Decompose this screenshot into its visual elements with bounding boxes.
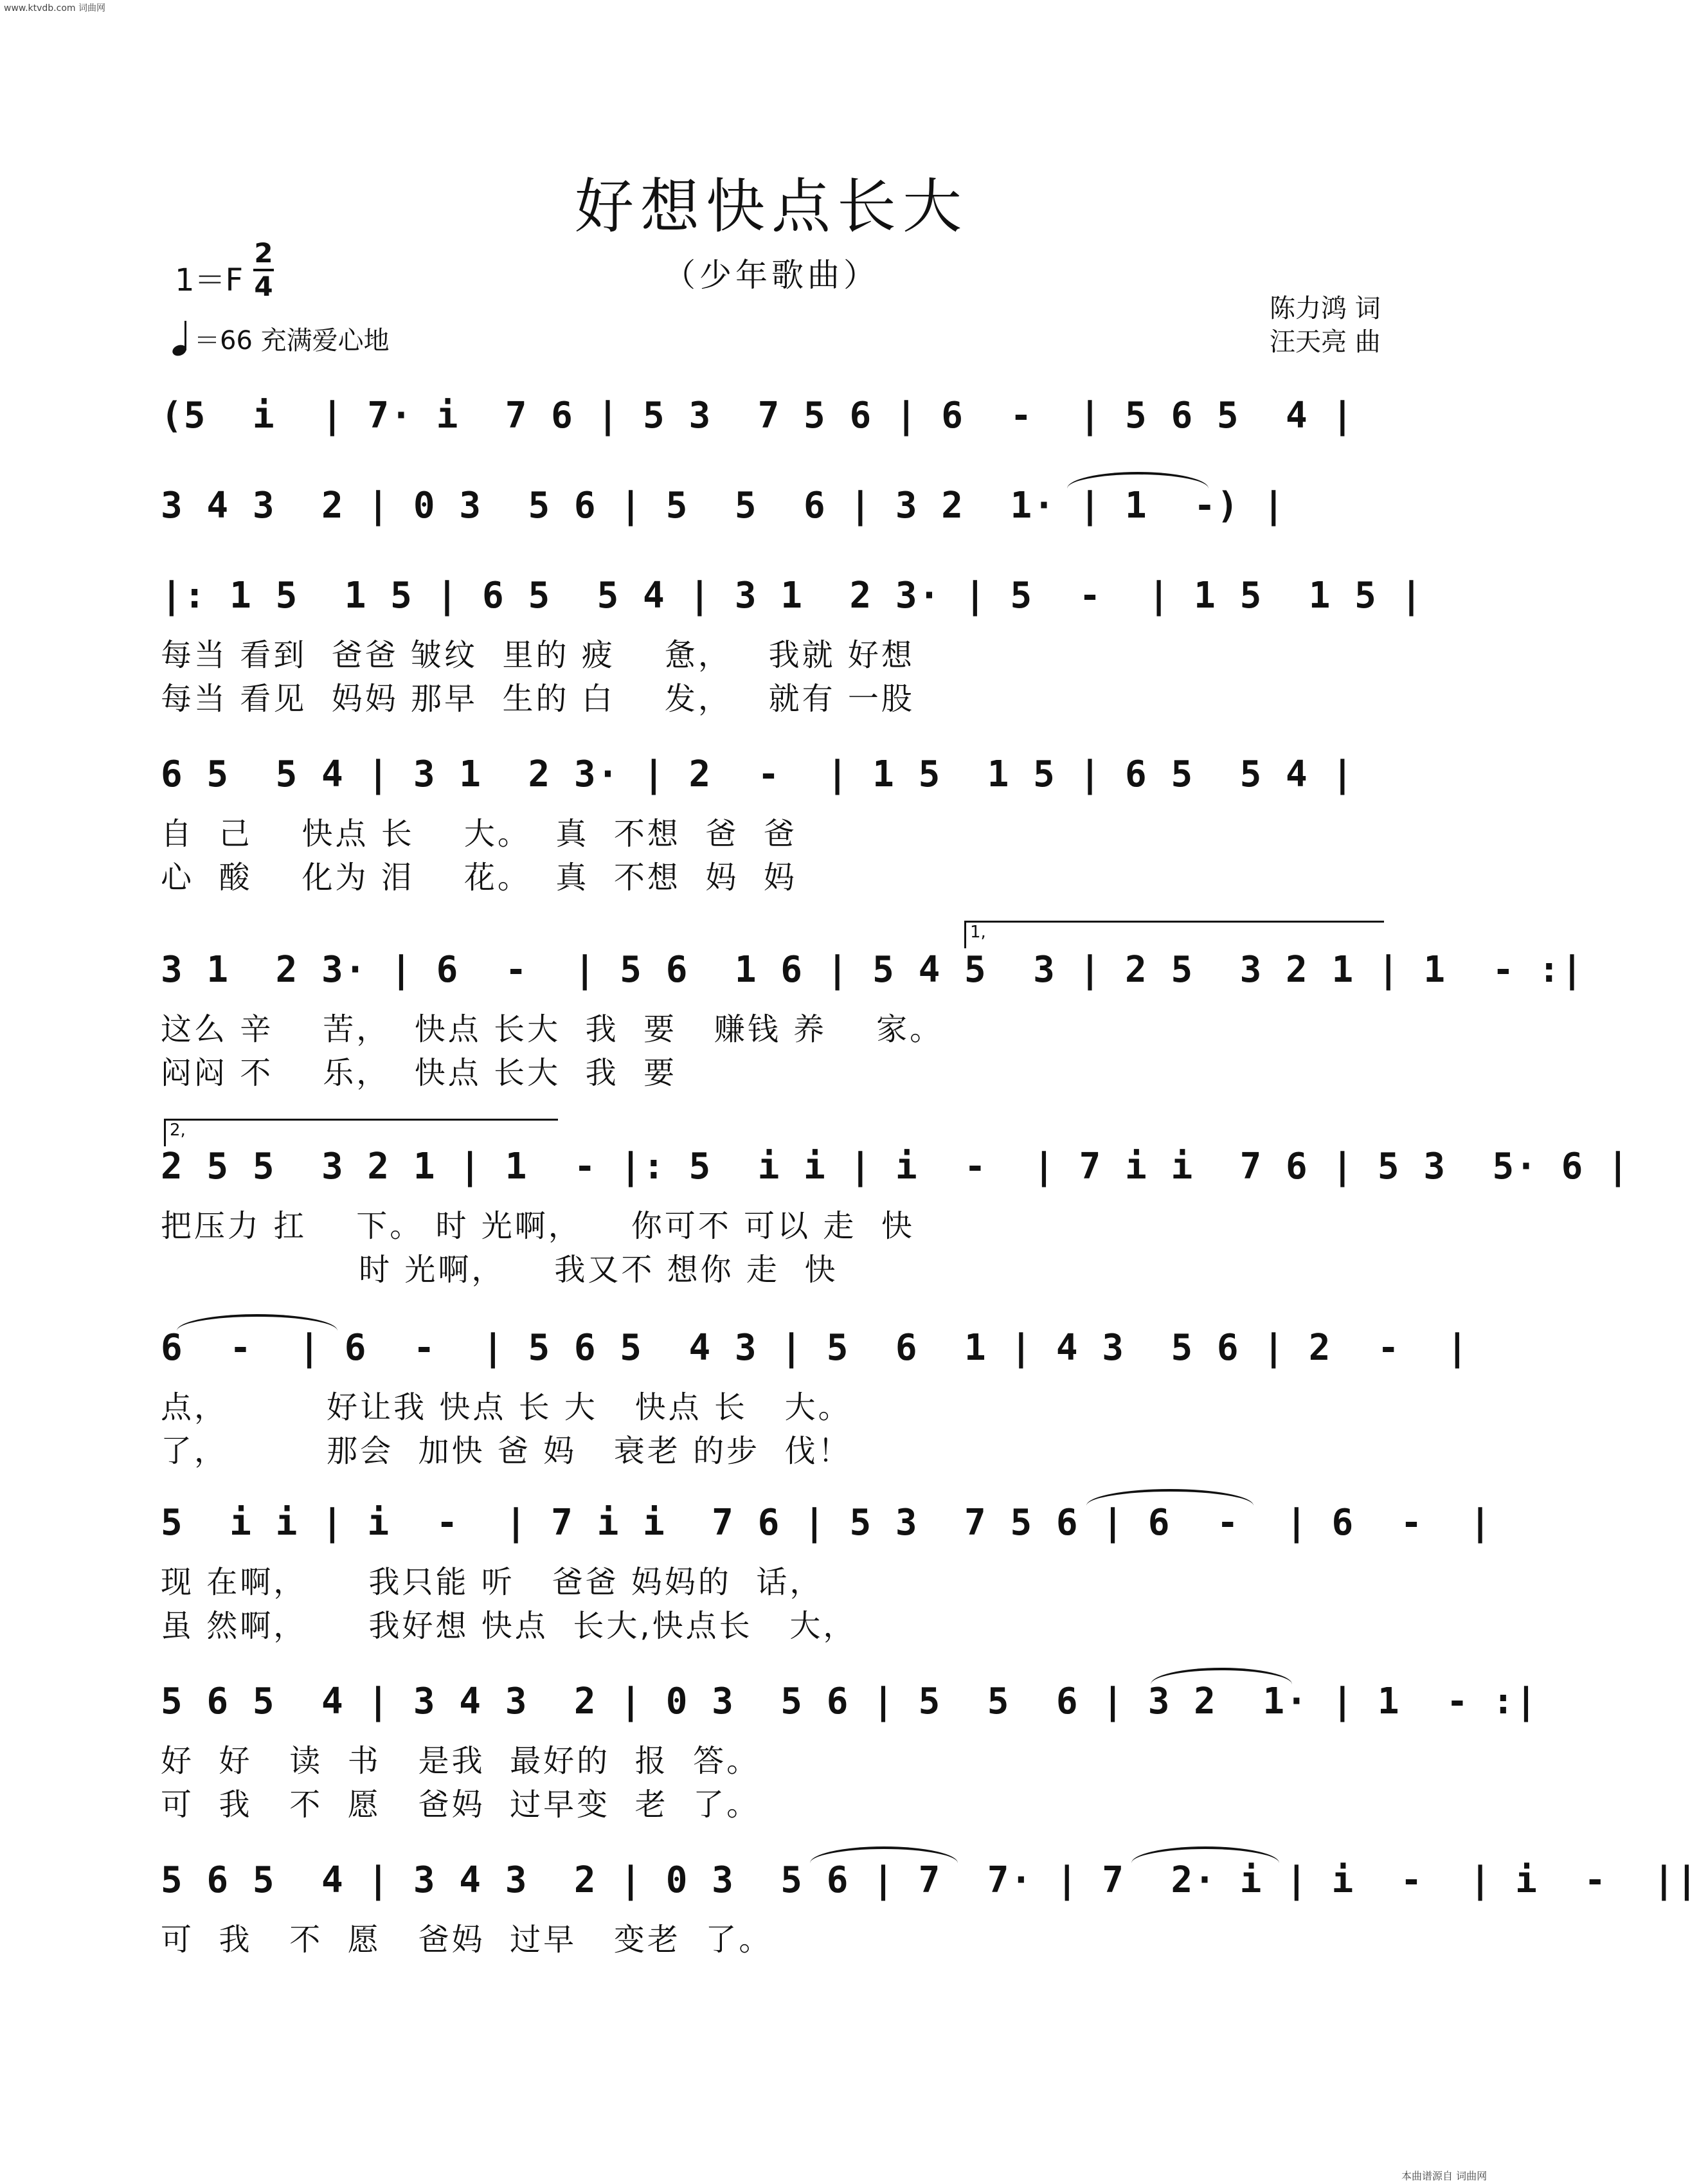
score-line-5 bbox=[0, 923, 1585, 1091]
time-denominator: 4 bbox=[254, 271, 273, 302]
score-line-10 bbox=[0, 1850, 1699, 1998]
lyric-verse-2: 心 酸 化为 泪 花。 真 不想 妈 妈 bbox=[161, 860, 797, 896]
score-line-6 bbox=[0, 1121, 1630, 1288]
notation: 3 1 2 3· | 6 - | 5 6 1 6 | 5 4 5 3 | 2 5 3 2 1 | 1 - :| bbox=[161, 949, 1585, 991]
notation: 5 6 5 4 | 3 4 3 2 | 0 3 5 6 | 7 7· | 7 2· i | i - | i - || bbox=[161, 1859, 1699, 1901]
lyric-verse-1: 自 己 快点 长 大。 真 不想 爸 爸 bbox=[161, 816, 797, 852]
quarter-note-icon bbox=[172, 321, 189, 356]
lyric-verse-2: 虽 然啊， 我好想 快点 长大,快点长 大， bbox=[161, 1608, 857, 1644]
lyric-verse-1: 好 好 读 书 是我 最好的 报 答。 bbox=[161, 1743, 760, 1779]
lyric-verse-2: 闷闷 不 乐， 快点 长大 我 要 bbox=[161, 1055, 678, 1091]
notation: 6 5 5 4 | 3 1 2 3· | 2 - | 1 5 1 5 | 6 5 5 4 | bbox=[161, 754, 1355, 795]
lyric-verse-1: 可 我 不 愿 爸妈 过早 变老 了。 bbox=[161, 1922, 773, 1958]
time-signature bbox=[253, 239, 274, 301]
lyric-verse-2: 每当 看见 妈妈 那早 生的 白 发， 就有 一股 bbox=[161, 681, 915, 717]
lyricist-credit: 陈力鸿 词 bbox=[1270, 294, 1381, 323]
notation: 2 5 5 3 2 1 | 1 - |: 5 i i | i - | 7 i i 7 6 | 5 3 5· 6 | bbox=[161, 1146, 1630, 1187]
notation: 3 4 3 2 | 0 3 5 6 | 5 5 6 | 3 2 1· | 1 -) | bbox=[161, 485, 1286, 527]
site-watermark-bottom: 本曲谱源自 词曲网 bbox=[1401, 2170, 1488, 2182]
tempo-marking bbox=[172, 320, 390, 357]
first-ending-bracket: 1, bbox=[964, 921, 1384, 948]
key-signature: 1＝F bbox=[175, 262, 244, 298]
song-subtitle: （少年歌曲） bbox=[663, 257, 879, 294]
lyric-verse-2: 了， 那会 加快 爸 妈 衰老 的步 伐！ bbox=[161, 1433, 852, 1469]
score-line-8 bbox=[0, 1493, 1543, 1644]
lyric-verse-1: 点， 好让我 快点 长 大 快点 长 大。 bbox=[161, 1389, 852, 1425]
notation: 5 6 5 4 | 3 4 3 2 | 0 3 5 6 | 5 5 6 | 3 2 1· | 1 - :| bbox=[161, 1681, 1538, 1722]
notation: 5 i i | i - | 7 i i 7 6 | 5 3 7 5 6 | 6 - | 6 - | bbox=[161, 1502, 1493, 1544]
time-numerator: 2 bbox=[254, 237, 273, 269]
score-line-4 bbox=[0, 745, 1543, 896]
composer-credit: 汪天亮 曲 bbox=[1270, 327, 1381, 357]
lyric-verse-1: 现 在啊， 我只能 听 爸爸 妈妈的 话， bbox=[161, 1564, 823, 1600]
lyric-verse-1: 把压力 扛 下。 时 光啊， 你可不 可以 走 快 bbox=[161, 1208, 915, 1244]
second-ending-bracket: 2, bbox=[164, 1119, 558, 1146]
score-line-9 bbox=[0, 1672, 1543, 1823]
notation: (5 i | 7· i 7 6 | 5 3 7 5 6 | 6 - | 5 6 5 4 | bbox=[161, 395, 1355, 437]
lyric-verse-2: 可 我 不 愿 爸妈 过早变 老 了。 bbox=[161, 1787, 760, 1823]
lyric-verse-1: 每当 看到 爸爸 皱纹 里的 疲 惫， 我就 好想 bbox=[161, 637, 915, 673]
lyric-verse-2: 时 光啊， 我又不 想你 走 快 bbox=[161, 1252, 838, 1288]
site-watermark-top: www.ktvdb.com 词曲网 bbox=[4, 3, 105, 14]
lyric-verse-1: 这么 辛 苦， 快点 长大 我 要 赚钱 养 家。 bbox=[161, 1011, 944, 1047]
tempo-text: ＝66 充满爱心地 bbox=[194, 326, 390, 356]
score-line-7 bbox=[0, 1318, 1543, 1469]
score-line-3 bbox=[0, 566, 1543, 717]
notation: 6 - | 6 - | 5 6 5 4 3 | 5 6 1 | 4 3 5 6 | 2 - | bbox=[161, 1327, 1470, 1369]
notation: |: 1 5 1 5 | 6 5 5 4 | 3 1 2 3· | 5 - | 1 5 1 5 | bbox=[161, 575, 1424, 617]
song-title: 好想快点长大 bbox=[574, 172, 968, 241]
